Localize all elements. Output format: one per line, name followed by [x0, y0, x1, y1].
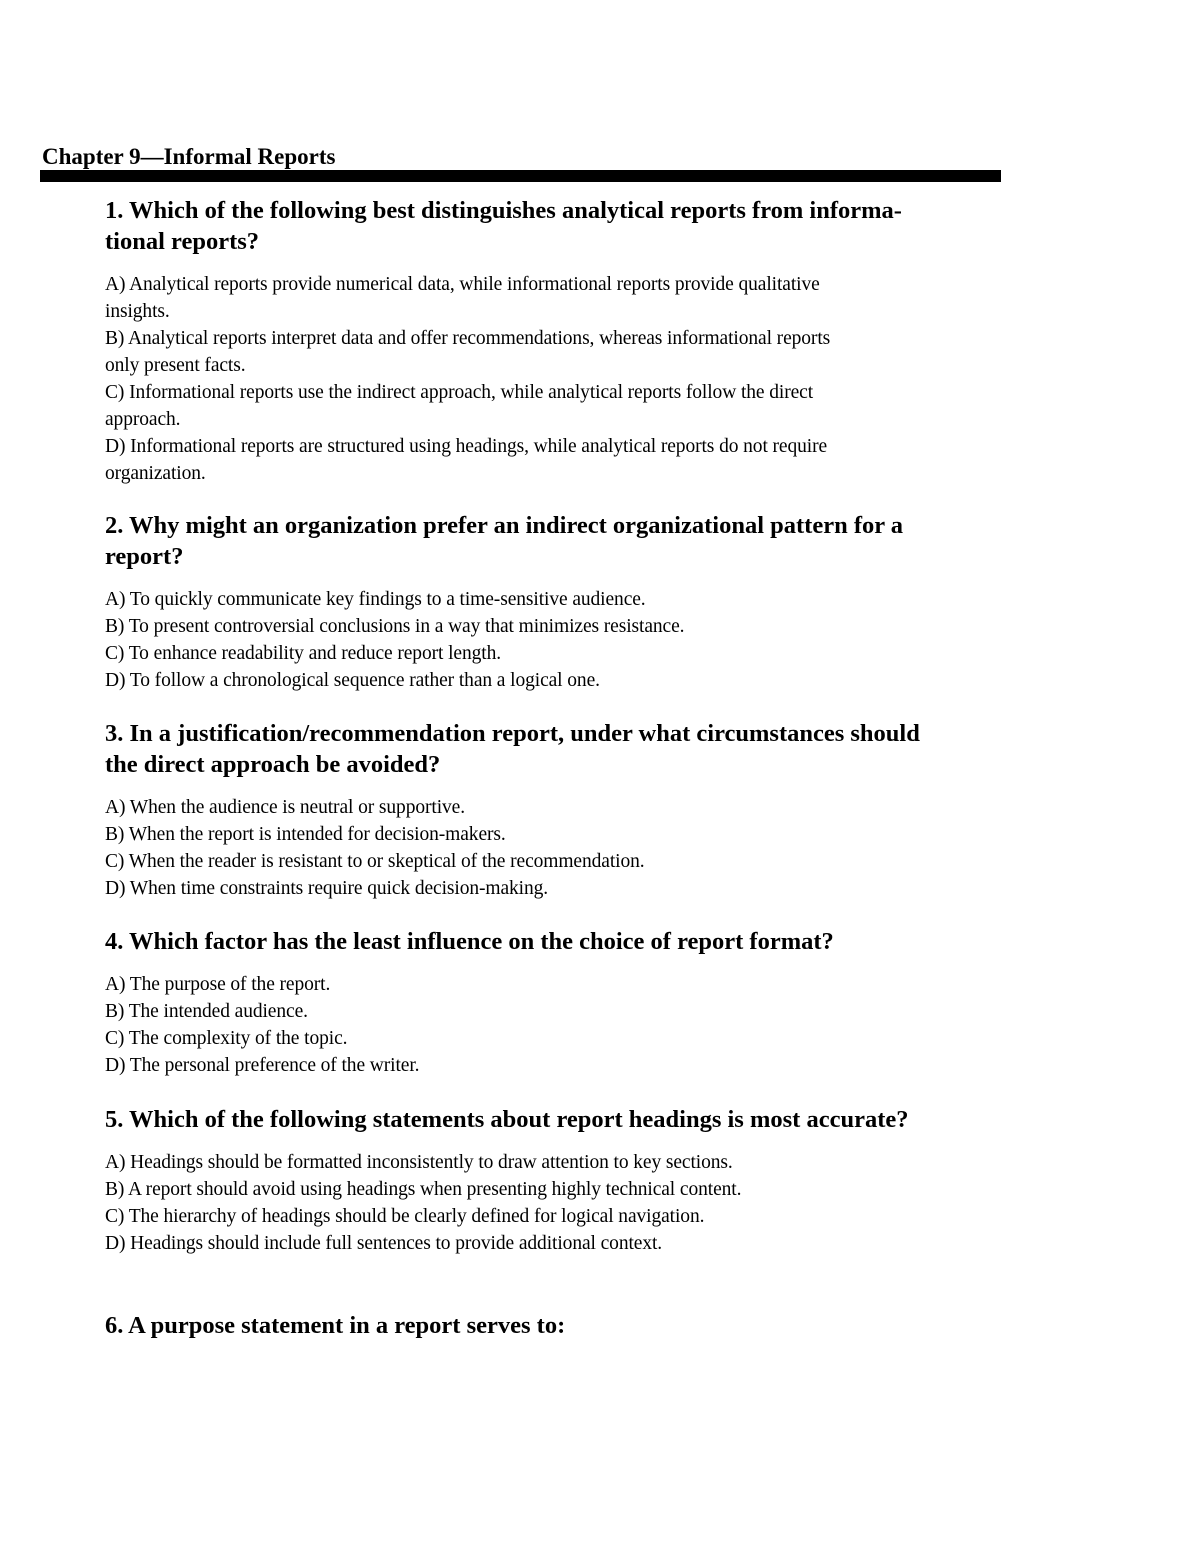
- question-1-option-c: [105, 379, 1000, 433]
- question-2-option-a: A) To quickly communicate key findings to a time-sensitive audience.: [105, 589, 646, 610]
- question-2: [105, 510, 1000, 694]
- question-1-option-d: [105, 433, 1000, 487]
- question-4: [105, 926, 1000, 1079]
- question-5-options: [105, 1149, 1000, 1257]
- question-6-text: 6. A purpose statement in a report serves to:: [105, 1312, 566, 1339]
- question-2-option-b: B) To present controversial conclusions in a way that minimizes resistance.: [105, 616, 685, 637]
- chapter-title-rule: [40, 170, 1001, 182]
- question-2-options: [105, 586, 1000, 694]
- question-4-options: [105, 971, 1000, 1079]
- question-3-text-line-1: 3. In a justification/recommendation report, under what circumstances should: [105, 720, 920, 747]
- question-5-option-c: C) The hierarchy of headings should be clearly defined for logical navigation.: [105, 1206, 705, 1227]
- question-5-option-b: B) A report should avoid using headings when presenting highly technical content.: [105, 1179, 742, 1200]
- option-line-1: C) Informational reports use the indirect approach, while analytical reports follow the direct: [105, 382, 814, 403]
- question-4-option-d: D) The personal preference of the writer.: [105, 1055, 420, 1076]
- question-4-option-c: C) The complexity of the topic.: [105, 1028, 348, 1049]
- question-1-options: [105, 271, 1000, 487]
- question-3-options: [105, 794, 1000, 902]
- question-3-text: [105, 718, 1000, 780]
- question-4-option-b: B) The intended audience.: [105, 1001, 308, 1022]
- option-line-2: organization.: [105, 463, 206, 484]
- question-5-text: 5. Which of the following statements about report headings is most accurate?: [105, 1106, 909, 1133]
- question-1-text-line-1: 1. Which of the following best distinguishes analytical reports from informa-: [105, 197, 902, 224]
- option-line-1: D) Informational reports are structured using headings, while analytical reports do not require: [105, 436, 828, 457]
- question-2-text-line-2: report?: [105, 543, 184, 570]
- option-line-2: only present facts.: [105, 355, 246, 376]
- question-1-text-line-2: tional reports?: [105, 228, 260, 255]
- question-3-text-line-2: the direct approach be avoided?: [105, 751, 441, 778]
- option-line-1: B) Analytical reports interpret data and offer recommendations, whereas informational reports: [105, 328, 831, 349]
- question-2-text-line-1: 2. Why might an organization prefer an indirect organizational pattern for a: [105, 512, 904, 539]
- question-3-option-a: A) When the audience is neutral or supportive.: [105, 797, 466, 818]
- question-3-option-c: C) When the reader is resistant to or skeptical of the recommendation.: [105, 851, 645, 872]
- question-1: [105, 195, 1000, 487]
- chapter-title: Chapter 9—Informal Reports: [42, 144, 336, 169]
- question-3-option-b: B) When the report is intended for decision-makers.: [105, 824, 506, 845]
- question-3: [105, 718, 1000, 902]
- question-5-option-a: A) Headings should be formatted inconsistently to draw attention to key sections.: [105, 1152, 733, 1173]
- question-5-option-d: D) Headings should include full sentences to provide additional context.: [105, 1233, 663, 1254]
- question-1-text: [105, 195, 1000, 257]
- question-3-option-d: D) When time constraints require quick decision-making.: [105, 878, 549, 899]
- question-4-option-a: A) The purpose of the report.: [105, 974, 331, 995]
- question-5: [105, 1104, 1000, 1257]
- option-line-2: approach.: [105, 409, 181, 430]
- question-1-option-a: [105, 271, 1000, 325]
- question-2-option-d: D) To follow a chronological sequence rather than a logical one.: [105, 670, 600, 691]
- option-line-1: A) Analytical reports provide numerical data, while informational reports provide qualitative: [105, 274, 820, 295]
- question-1-option-b: [105, 325, 1000, 379]
- question-6: [105, 1310, 1000, 1341]
- question-2-text: [105, 510, 1000, 572]
- question-2-option-c: C) To enhance readability and reduce report length.: [105, 643, 502, 664]
- question-4-text: 4. Which factor has the least influence on the choice of report format?: [105, 928, 834, 955]
- option-line-2: insights.: [105, 301, 170, 322]
